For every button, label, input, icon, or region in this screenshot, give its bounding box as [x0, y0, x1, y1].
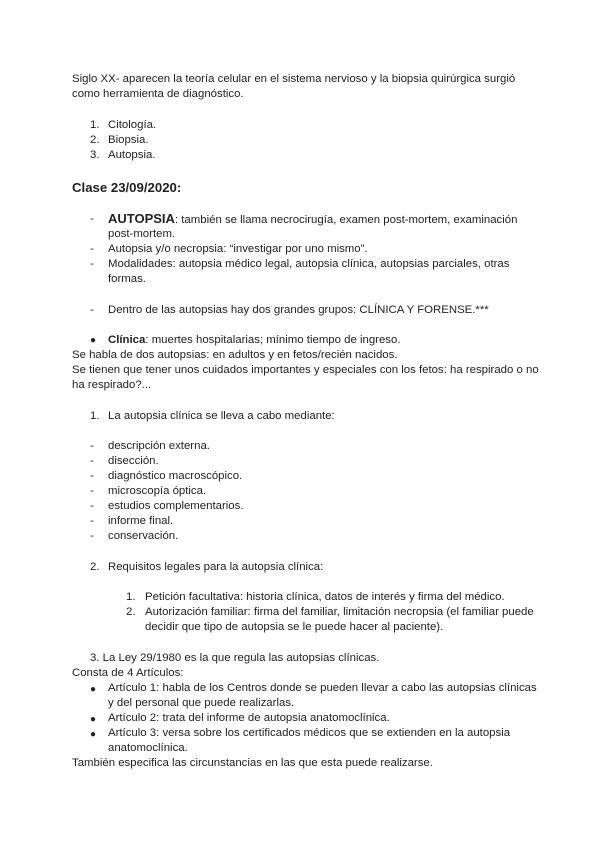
articulo-1-line-1: Artículo 1: habla de los Centros donde se pueden llevar a cabo las autopsias clínicas — [108, 682, 537, 694]
list-item: Autopsia. — [108, 149, 156, 161]
grupos-line: Dentro de las autopsias hay dos grandes grupos: CLÍNICA Y FORENSE.*** — [108, 304, 489, 316]
modalidades-line-2: formas. — [108, 273, 146, 285]
dash-marker: - — [90, 258, 94, 270]
list-item: disección. — [108, 455, 159, 467]
dash-marker: - — [90, 304, 94, 316]
dash-marker: - — [90, 213, 94, 225]
autopsia-term: AUTOPSIA — [108, 211, 175, 226]
list-item: conservación. — [108, 530, 179, 542]
consta-line: Consta de 4 Artículos: — [72, 667, 184, 679]
autopsia-definition-text: : también se llama necrocirugía, examen post-mortem, examinación — [174, 214, 518, 226]
clinica-text: : muertes hospitalarias; mínimo tiempo de ingreso. — [145, 334, 401, 346]
list-item-number: 3. — [90, 149, 100, 161]
list-item: Autorización familiar: firma del familiar, limitación necropsia (el familiar puede — [145, 606, 534, 618]
bullet-icon: ● — [90, 684, 97, 695]
list-item-number: 2. — [126, 606, 136, 618]
paragraph: ha respirado?... — [72, 379, 152, 391]
autopsia-definition-line-2: post-mortem. — [108, 228, 176, 240]
intro-line-2: como herramienta de diagnóstico. — [72, 88, 244, 100]
dash-marker: - — [90, 243, 94, 255]
list-item: informe final. — [108, 515, 174, 527]
list-item: La autopsia clínica se lleva a cabo mediante: — [108, 410, 335, 422]
bullet-icon: ● — [90, 335, 97, 346]
list-item: Citología. — [108, 119, 157, 131]
list-item: Petición facultativa: historia clínica, datos de interés y firma del médico. — [145, 591, 505, 603]
articulo-2: Artículo 2: trata del informe de autopsia anatomoclínica. — [108, 712, 390, 724]
list-item: descripción externa. — [108, 440, 210, 452]
list-item: Requisitos legales para la autopsia clínica: — [108, 561, 324, 573]
bullet-icon: ● — [90, 714, 97, 725]
dash-marker: - — [90, 485, 94, 497]
dash-marker: - — [90, 530, 94, 542]
list-item-number: 2. — [90, 134, 100, 146]
paragraph: Se habla de dos autopsias: en adultos y en fetos/recién nacidos. — [72, 349, 398, 361]
dash-marker: - — [90, 500, 94, 512]
dash-marker: - — [90, 515, 94, 527]
list-item-number: 1. — [126, 591, 136, 603]
dash-marker: - — [90, 470, 94, 482]
list-item: diagnóstico macroscópico. — [108, 470, 243, 482]
bullet-icon: ● — [90, 729, 97, 740]
autopsia-definition-line-1 — [108, 211, 517, 228]
paragraph: Se tienen que tener unos cuidados importantes y especiales con los fetos: ha respirado o no — [72, 364, 539, 376]
list-item: estudios complementarios. — [108, 500, 244, 512]
list-item-number: 1. — [90, 410, 100, 422]
necropsia-line: Autopsia y/o necropsia: “investigar por uno mismo”. — [108, 243, 368, 255]
clinica-line — [108, 333, 401, 348]
ley-line: 3. La Ley 29/1980 es la que regula las autopsias clínicas. — [90, 652, 380, 664]
modalidades-line-1: Modalidades: autopsia médico legal, autopsia clínica, autopsias parciales, otras — [108, 258, 510, 270]
dash-marker: - — [90, 440, 94, 452]
list-item-continuation: decidir que tipo de autopsia se le puede hacer al paciente). — [145, 621, 444, 633]
list-item: microscopía óptica. — [108, 485, 207, 497]
final-paragraph: También especifica las circunstancias en las que esta puede realizarse. — [72, 757, 433, 769]
articulo-1-line-2: y del personal que puede realizarlas. — [108, 697, 295, 709]
list-item: Biopsia. — [108, 134, 149, 146]
dash-marker: - — [90, 455, 94, 467]
list-item-number: 1. — [90, 119, 100, 131]
articulo-3-line-1: Artículo 3: versa sobre los certificados médicos que se extienden en la autopsia — [108, 727, 511, 739]
section-heading: Clase 23/09/2020: — [72, 180, 182, 195]
list-item-number: 2. — [90, 561, 100, 573]
intro-line-1: Siglo XX- aparecen la teoría celular en el sistema nervioso y la biopsia quirúrgica surgió — [72, 73, 516, 85]
clinica-term: Clínica — [108, 334, 146, 346]
articulo-3-line-2: anatomoclínica. — [108, 742, 188, 754]
